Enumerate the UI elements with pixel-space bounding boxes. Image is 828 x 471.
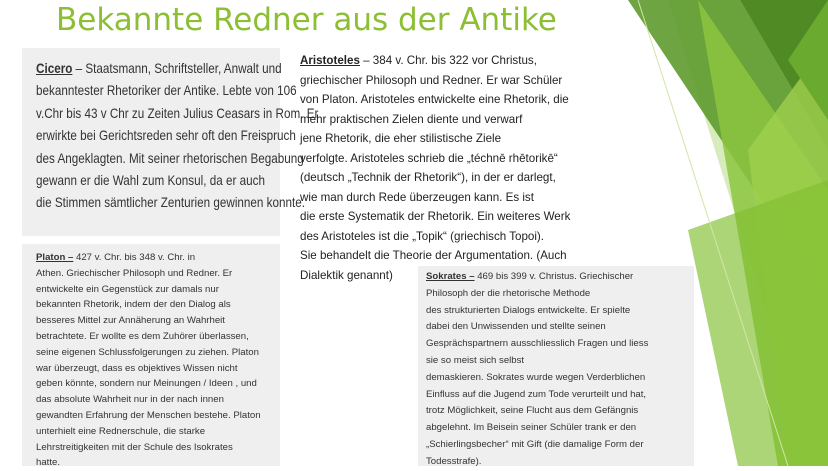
platon-line: unterhielt eine Rednerschule, die starke [36, 425, 206, 437]
platon-line: bekannten Rhetorik, indem der den Dialog als [36, 299, 231, 311]
sokrates-line: Gesprächspartnern ausschliesslich Fragen und liess [426, 338, 649, 350]
aristoteles-line: Dialektik genannt) [300, 268, 393, 282]
cicero-box [22, 48, 319, 236]
sokrates-line: dabei den Unwissenden und stellte seinen [426, 321, 606, 333]
platon-line: war überzeugt, dass es objektives Wissen nicht [36, 362, 238, 374]
cicero-line: die Stimmen sämtlicher Zenturien gewinnen konnte. [36, 195, 306, 211]
aristoteles-line: die erste Systematik der Rhetorik. Ein weiteres Werk [300, 210, 571, 223]
platon-line: seine eigenen Schlussfolgerungen zu ziehen. Platon [36, 346, 259, 358]
sokrates-line: des strukturierten Dialogs entwickelte. Er spielte [426, 304, 631, 316]
aristoteles-text [300, 51, 630, 285]
aristoteles-line: wie man durch Rede überzeugen kann. Es ist [300, 190, 534, 204]
sokrates-line: Sokrates – 469 bis 399 v. Christus. Griechischer [426, 271, 634, 282]
sokrates-text [426, 269, 692, 471]
sokrates-line: Todesstrafe). [426, 455, 482, 467]
cicero-name: Cicero [36, 61, 73, 76]
sokrates-box [418, 266, 694, 466]
platon-line: Athen. Griechischer Philosoph und Redner. Er [36, 267, 233, 279]
sokrates-line: Einfluss auf die Jugend zum Tode verurteilt und hat, [426, 388, 647, 400]
sokrates-line: Philosoph der die rhetorische Methode [426, 287, 591, 299]
platon-line: geben könnte, sondern nur Meinungen / Ideen , und [36, 378, 257, 390]
platon-line: das absolute Wahrheit nur in der nach innen [36, 394, 224, 406]
sokrates-line: sie so meist sich selbst [426, 354, 525, 366]
platon-line: Lehrstreitigkeiten mit der Schule des Isokrates [36, 441, 233, 453]
aristoteles-line: des Aristoteles ist die „Topik“ (griechisch Topoi). [300, 229, 544, 243]
cicero-line: erwirkte bei Gerichtsreden sehr oft den Freispruch [36, 128, 296, 144]
aristoteles-line: von Platon. Aristoteles entwickelte eine Rhetorik, die [300, 93, 569, 106]
platon-line: betrachtete. Er wollte es dem Zuhörer überlassen, [36, 330, 249, 342]
platon-box [22, 244, 280, 469]
cicero-line: v.Chr bis 43 v Chr zu Zeiten Julius Ceasars in Rom. Er [36, 105, 319, 121]
cicero-text [36, 58, 319, 215]
platon-line: gewandten Erfahrung der Menschen bestehe. Platon [36, 409, 261, 421]
sokrates-line: trotz Möglichkeit, seine Flucht aus dem Gefängnis [426, 405, 639, 417]
platon-text [36, 250, 276, 471]
sokrates-name: Sokrates – [426, 271, 475, 282]
sokrates-line: demaskieren. Sokrates wurde wegen Verderblichen [426, 371, 646, 383]
cicero-line: Cicero – Staatsmann, Schriftsteller, Anwalt und [36, 61, 282, 76]
platon-line: entwickelte ein Gegenstück zur damals nur [36, 283, 219, 295]
aristoteles-line: jene Rhetorik, die eher stilistische Ziele [300, 132, 502, 145]
platon-name: Platon – [36, 252, 74, 263]
cicero-line: des Angeklagten. Mit seiner rhetorischen Begabung [36, 150, 304, 166]
platon-line: besseres Mittel zur Annäherung an Wahrheit [36, 315, 225, 327]
aristoteles-line: Sie behandelt die Theorie der Argumentation. (Auch [300, 249, 567, 262]
cicero-line: gewann er die Wahl zum Konsul, da er auch [36, 173, 265, 189]
sokrates-line: abgelehnt. Im Beisein seiner Schüler trank er den [426, 422, 637, 434]
platon-line: Platon – 427 v. Chr. bis 348 v. Chr. in [36, 252, 196, 263]
aristoteles-line: verfolgte. Aristoteles schrieb die „téchnē rhētorikē“ [300, 151, 558, 165]
aristoteles-name: Aristoteles [300, 54, 360, 67]
aristoteles-line: (deutsch „Technik der Rhetorik“), in der er darlegt, [300, 171, 556, 184]
slide-title: Bekannte Redner aus der Antike [56, 2, 557, 38]
aristoteles-line: griechischer Philosoph und Redner. Er war Schüler [300, 73, 563, 87]
aristoteles-line: Aristoteles – 384 v. Chr. bis 322 vor Christus, [300, 54, 537, 67]
aristoteles-line: mehr praktischen Zielen diente und verwarf [300, 112, 523, 126]
platon-line: hatte. [36, 457, 61, 469]
sokrates-line: „Schierlingsbecher“ mit Gift (die damalige Form der [426, 438, 644, 450]
cicero-line: bekanntester Rhetoriker der Antike. Lebte von 106 [36, 83, 297, 99]
